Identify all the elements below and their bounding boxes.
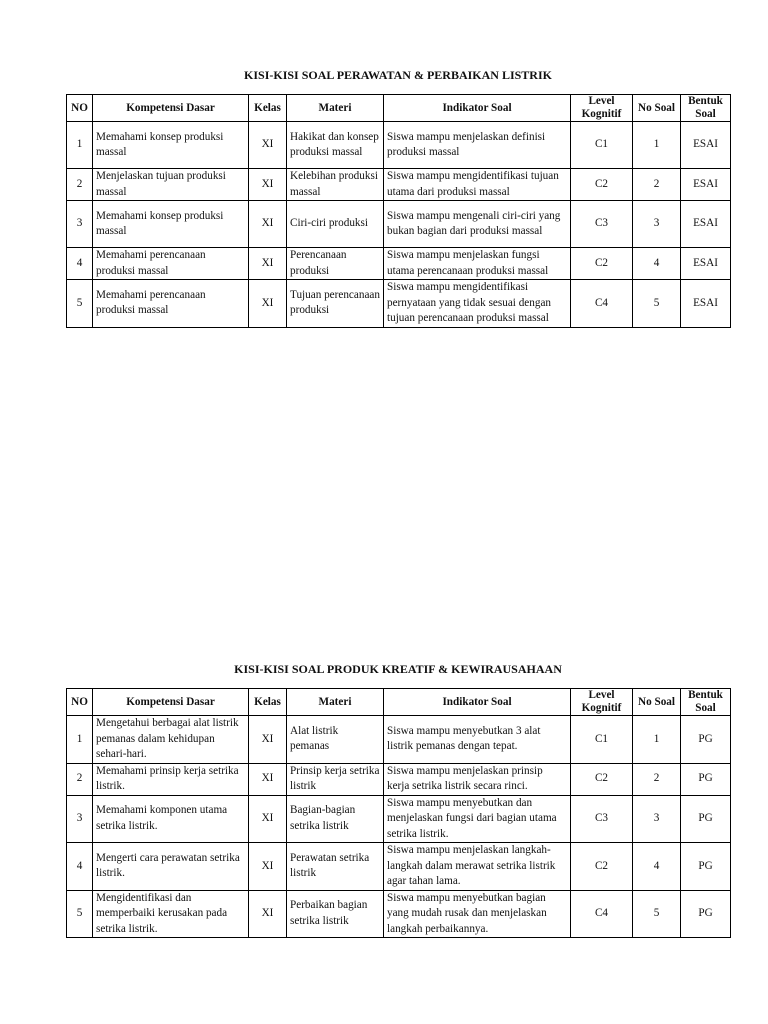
cell-bentuk-soal: PG (681, 716, 731, 764)
cell-bentuk-soal: ESAI (681, 248, 731, 280)
cell-materi: Bagian-bagian setrika listrik (287, 795, 384, 843)
cell-level-kognitif: C1 (571, 716, 633, 764)
cell-materi: Alat listrik pemanas (287, 716, 384, 764)
cell-no-soal: 1 (633, 122, 681, 169)
cell-materi: Perawatan setrika listrik (287, 843, 384, 891)
cell-level-kognitif: C2 (571, 843, 633, 891)
cell-kelas: XI (249, 843, 287, 891)
table-row (67, 169, 731, 201)
header-no: NO (67, 689, 93, 716)
cell-level-kognitif: C2 (571, 169, 633, 201)
table-row (67, 843, 731, 891)
cell-no: 3 (67, 795, 93, 843)
header-indikator-soal: Indikator Soal (384, 95, 571, 122)
kisi-kisi-table (66, 688, 731, 938)
cell-kompetensi-dasar: Memahami perencanaan produksi massal (93, 280, 249, 328)
cell-bentuk-soal: PG (681, 795, 731, 843)
cell-kelas: XI (249, 248, 287, 280)
cell-materi: Prinsip kerja setrika listrik (287, 763, 384, 795)
cell-no: 1 (67, 122, 93, 169)
table-row (67, 248, 731, 280)
cell-bentuk-soal: ESAI (681, 280, 731, 328)
cell-materi: Tujuan perencanaan produksi (287, 280, 384, 328)
cell-kelas: XI (249, 763, 287, 795)
cell-indikator-soal: Siswa mampu menyebutkan 3 alat listrik pemanas dengan tepat. (384, 716, 571, 764)
cell-kelas: XI (249, 280, 287, 328)
cell-indikator-soal: Siswa mampu menyebutkan dan menjelaskan fungsi dari bagian utama setrika listrik. (384, 795, 571, 843)
cell-no-soal: 2 (633, 763, 681, 795)
cell-no: 2 (67, 763, 93, 795)
table-row (67, 716, 731, 764)
cell-no-soal: 2 (633, 169, 681, 201)
cell-no: 5 (67, 890, 93, 938)
cell-kelas: XI (249, 169, 287, 201)
cell-bentuk-soal: ESAI (681, 122, 731, 169)
cell-level-kognitif: C4 (571, 280, 633, 328)
table-title: KISI-KISI SOAL PERAWATAN & PERBAIKAN LISTRIK (244, 68, 552, 82)
cell-kompetensi-dasar: Memahami prinsip kerja setrika listrik. (93, 763, 249, 795)
table-row (67, 280, 731, 328)
cell-kompetensi-dasar: Memahami komponen utama setrika listrik. (93, 795, 249, 843)
cell-level-kognitif: C2 (571, 248, 633, 280)
header-kelas: Kelas (249, 689, 287, 716)
kisi-kisi-table (66, 94, 731, 328)
cell-indikator-soal: Siswa mampu menyebutkan bagian yang mudah rusak dan menjelaskan langkah perbaikannya. (384, 890, 571, 938)
cell-indikator-soal: Siswa mampu menjelaskan prinsip kerja setrika listrik secara rinci. (384, 763, 571, 795)
kisi-kisi-section-perawatan (66, 66, 730, 328)
cell-materi: Ciri-ciri produksi (287, 201, 384, 248)
cell-indikator-soal: Siswa mampu mengidentifikasi pernyataan yang tidak sesuai dengan tujuan perencanaan produksi massal (384, 280, 571, 328)
header-row (67, 689, 731, 716)
header-indikator-soal: Indikator Soal (384, 689, 571, 716)
cell-kompetensi-dasar: Mengetahui berbagai alat listrik pemanas dalam kehidupan sehari-hari. (93, 716, 249, 764)
cell-no-soal: 4 (633, 248, 681, 280)
table-row (67, 890, 731, 938)
cell-no-soal: 4 (633, 843, 681, 891)
cell-level-kognitif: C4 (571, 890, 633, 938)
cell-kompetensi-dasar: Memahami perencanaan produksi massal (93, 248, 249, 280)
cell-kompetensi-dasar: Menjelaskan tujuan produksi massal (93, 169, 249, 201)
cell-kompetensi-dasar: Mengerti cara perawatan setrika listrik. (93, 843, 249, 891)
cell-bentuk-soal: PG (681, 843, 731, 891)
cell-level-kognitif: C3 (571, 201, 633, 248)
cell-kelas: XI (249, 795, 287, 843)
cell-kelas: XI (249, 716, 287, 764)
cell-bentuk-soal: ESAI (681, 201, 731, 248)
cell-no: 5 (67, 280, 93, 328)
table-row (67, 201, 731, 248)
header-no-soal: No Soal (633, 95, 681, 122)
header-bentuk-soal: Bentuk Soal (681, 95, 731, 122)
cell-indikator-soal: Siswa mampu mengidentifikasi tujuan utama dari produksi massal (384, 169, 571, 201)
cell-kelas: XI (249, 890, 287, 938)
header-row (67, 95, 731, 122)
cell-kompetensi-dasar: Mengidentifikasi dan memperbaiki kerusakan pada setrika listrik. (93, 890, 249, 938)
kisi-kisi-section-produk-kreatif (66, 660, 730, 938)
cell-indikator-soal: Siswa mampu menjelaskan definisi produksi massal (384, 122, 571, 169)
cell-no: 4 (67, 248, 93, 280)
cell-no: 3 (67, 201, 93, 248)
cell-bentuk-soal: PG (681, 763, 731, 795)
cell-no: 2 (67, 169, 93, 201)
header-kompetensi-dasar: Kompetensi Dasar (93, 95, 249, 122)
cell-level-kognitif: C2 (571, 763, 633, 795)
table-title: KISI-KISI SOAL PRODUK KREATIF & KEWIRAUSAHAAN (234, 662, 562, 676)
cell-no: 4 (67, 843, 93, 891)
cell-no-soal: 1 (633, 716, 681, 764)
cell-materi: Perencanaan produksi (287, 248, 384, 280)
cell-no-soal: 3 (633, 795, 681, 843)
cell-no: 1 (67, 716, 93, 764)
table-row (67, 763, 731, 795)
cell-materi: Hakikat dan konsep produksi massal (287, 122, 384, 169)
header-level-kognitif: Level Kognitif (571, 95, 633, 122)
cell-level-kognitif: C1 (571, 122, 633, 169)
cell-indikator-soal: Siswa mampu menjelaskan langkah-langkah dalam merawat setrika listrik agar tahan lama. (384, 843, 571, 891)
header-kompetensi-dasar: Kompetensi Dasar (93, 689, 249, 716)
header-no: NO (67, 95, 93, 122)
cell-indikator-soal: Siswa mampu mengenali ciri-ciri yang bukan bagian dari produksi massal (384, 201, 571, 248)
cell-kompetensi-dasar: Memahami konsep produksi massal (93, 122, 249, 169)
cell-bentuk-soal: PG (681, 890, 731, 938)
header-materi: Materi (287, 689, 384, 716)
cell-indikator-soal: Siswa mampu menjelaskan fungsi utama perencanaan produksi massal (384, 248, 571, 280)
header-level-kognitif: Level Kognitif (571, 689, 633, 716)
table-row (67, 795, 731, 843)
cell-kelas: XI (249, 122, 287, 169)
cell-kelas: XI (249, 201, 287, 248)
table-row (67, 122, 731, 169)
cell-kompetensi-dasar: Memahami konsep produksi massal (93, 201, 249, 248)
cell-no-soal: 3 (633, 201, 681, 248)
cell-bentuk-soal: ESAI (681, 169, 731, 201)
cell-level-kognitif: C3 (571, 795, 633, 843)
cell-materi: Perbaikan bagian setrika listrik (287, 890, 384, 938)
cell-materi: Kelebihan produksi massal (287, 169, 384, 201)
header-kelas: Kelas (249, 95, 287, 122)
cell-no-soal: 5 (633, 280, 681, 328)
header-materi: Materi (287, 95, 384, 122)
cell-no-soal: 5 (633, 890, 681, 938)
header-bentuk-soal: Bentuk Soal (681, 689, 731, 716)
header-no-soal: No Soal (633, 689, 681, 716)
